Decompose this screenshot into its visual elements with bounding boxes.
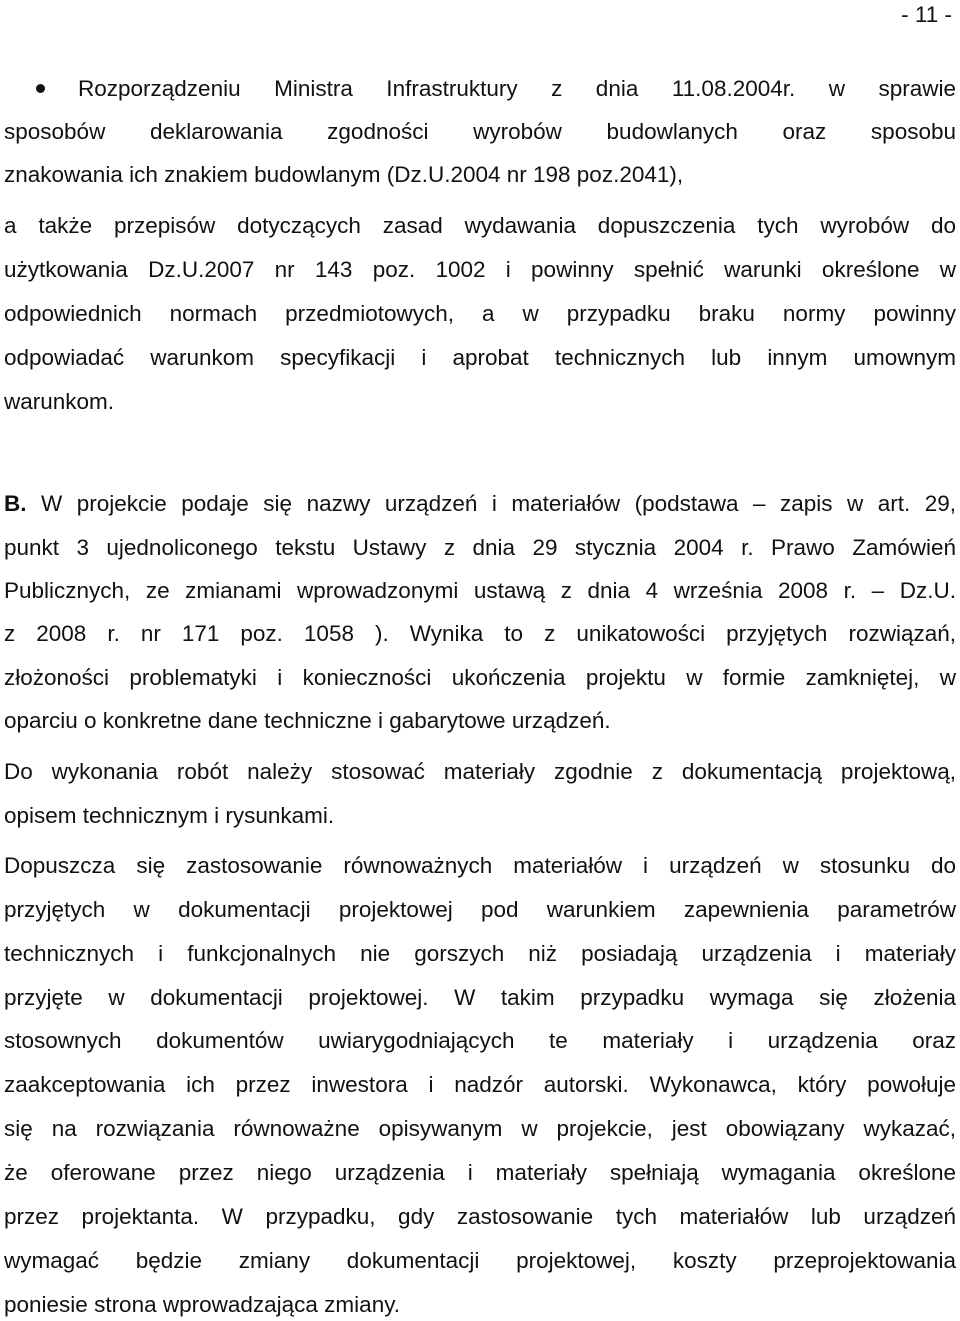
paragraph-line: stosownych dokumentów uwiarygodniających te materiały i urządzenia oraz [4,1028,956,1053]
paragraph-line: Dopuszcza się zastosowanie równoważnych materiałów i urządzeń w stosunku do [4,853,956,878]
paragraph-line: odpowiednich normach przedmiotowych, a w przypadku braku normy powinny [4,301,956,326]
paragraph-line: przyjęte w dokumentacji projektowej. W takim przypadku wymaga się złożenia [4,985,956,1010]
paragraph-line: Do wykonania robót należy stosować materiały zgodnie z dokumentacją projektową, [4,759,956,784]
section-b-line: z 2008 r. nr 171 poz. 1058 ). Wynika to z unikatowości przyjętych rozwiązań, [4,621,956,646]
paragraph-line: przyjętych w dokumentacji projektowej pod warunkiem zapewnienia parametrów [4,897,956,922]
paragraph-line: odpowiadać warunkom specyfikacji i aprobat technicznych lub innym umownym [4,345,956,370]
paragraph-line: poniesie strona wprowadzająca zmiany. [4,1292,401,1317]
paragraph-line: opisem technicznym i rysunkami. [4,803,335,828]
paragraph-line: a także przepisów dotyczących zasad wydawania dopuszczenia tych wyrobów do [4,213,956,238]
section-b-line: punkt 3 ujednoliconego tekstu Ustawy z dnia 29 stycznia 2004 r. Prawo Zamówień [4,535,956,560]
paragraph-line: się na rozwiązania równoważne opisywanym w projekcie, jest obowiązany wykazać, [4,1116,956,1141]
paragraph-line: wymagać będzie zmiany dokumentacji projektowej, koszty przeprojektowania [4,1248,956,1273]
paragraph-line: zaakceptowania ich przez inwestora i nadzór autorski. Wykonawca, który powołuje [4,1072,956,1097]
paragraph-line: użytkowania Dz.U.2007 nr 143 poz. 1002 i powinny spełnić warunki określone w [4,257,956,282]
section-b-line: złożoności problematyki i konieczności ukończenia projektu w formie zamkniętej, w [4,665,956,690]
bullet-icon [36,84,45,93]
bullet-line: sposobów deklarowania zgodności wyrobów budowlanych oraz sposobu [4,119,956,144]
bullet-line: Rozporządzeniu Ministra Infrastruktury z dnia 11.08.2004r. w sprawie [78,76,956,101]
section-b-line: oparciu o konkretne dane techniczne i gabarytowe urządzeń. [4,708,611,733]
bullet-line: znakowania ich znakiem budowlanym (Dz.U.2004 nr 198 poz.2041), [4,162,684,187]
paragraph-line: technicznych i funkcjonalnych nie gorszych niż posiadają urządzenia i materiały [4,941,956,966]
paragraph-line: przez projektanta. W przypadku, gdy zastosowanie tych materiałów lub urządzeń [4,1204,956,1229]
paragraph-line: warunkom. [4,389,115,414]
section-b-marker: B. [4,491,27,516]
page-number: - 11 - [901,2,952,27]
section-b-text: W projekcie podaje się nazwy urządzeń i materiałów (podstawa – zapis w art. 29, [26,491,956,516]
section-b-first-line [4,489,956,519]
paragraph-line: że oferowane przez niego urządzenia i materiały spełniają wymagania określone [4,1160,956,1185]
section-b-line: Publicznych, ze zmianami wprowadzonymi ustawą z dnia 4 września 2008 r. – Dz.U. [4,578,956,603]
